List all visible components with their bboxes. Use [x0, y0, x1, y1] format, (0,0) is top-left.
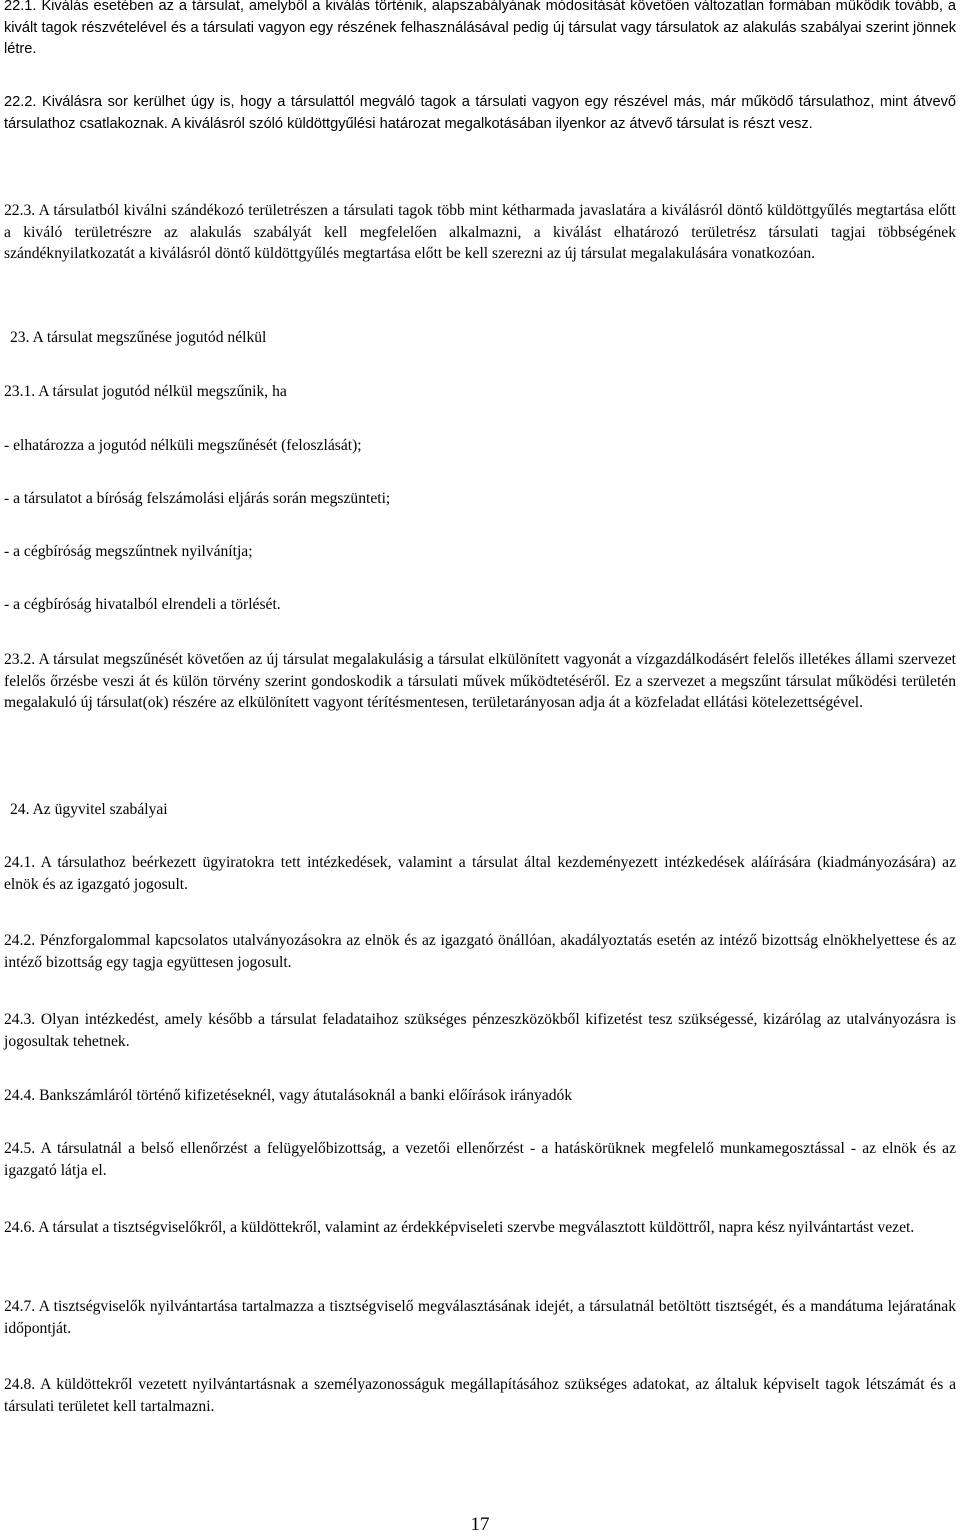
- list-item: - elhatározza a jogutód nélküli megszűnését (feloszlását);: [4, 437, 362, 454]
- paragraph-24-2: 24.2. Pénzforgalommal kapcsolatos utalványozásokra az elnök és az igazgató önállóan, akadályoztatás esetén az intéző bizottság elnökhelyettese és az intéző bizottság egy tagja együttesen jogosult.: [4, 932, 956, 971]
- paragraph-24-5: 24.5. A társulatnál a belső ellenőrzést a felügyelőbizottság, a vezetői ellenőrzést - a hatáskörüknek megfelelő munkamegosztással - az elnök és az igazgató látja el.: [4, 1140, 956, 1179]
- paragraph-23-1: 23.1. A társulat jogutód nélkül megszűnik, ha: [4, 383, 287, 400]
- paragraph-24-8: 24.8. A küldöttekről vezetett nyilvántartásnak a személyazonosságuk megállapításához szükséges adatokat, az általuk képviselt tagok létszámát és a társulati területet kell tartalmazni.: [4, 1376, 956, 1415]
- list-item: - a társulatot a bíróság felszámolási eljárás során megszünteti;: [4, 490, 391, 507]
- paragraph-24-4: 24.4. Bankszámláról történő kifizetéseknél, vagy átutalásoknál a banki előírások irányadók: [4, 1087, 573, 1104]
- paragraph-24-3: 24.3. Olyan intézkedést, amely később a társulat feladataihoz szükséges pénzeszközökből kifizetést tesz szükségessé, kizárólag az utalványozásra is jogosultak tehetnek.: [4, 1011, 956, 1050]
- paragraph-24-6: 24.6. A társulat a tisztségviselőkről, a küldöttekről, valamint az érdekképviseleti szervbe megválasztott küldöttről, napra kész nyilvántartást vezet.: [4, 1219, 915, 1236]
- page-number: 17: [470, 1514, 490, 1535]
- section-heading-23: 23. A társulat megszűnése jogutód nélkül: [10, 329, 267, 346]
- paragraph-22-2: 22.2. Kiválásra sor kerülhet úgy is, hogy a társulattól megváló tagok a társulati vagyon egy részével más, már működő társulathoz, mint átvevő társulathoz csatlakoznak. A kiválásról szóló küldöttgyűlési határozat megalkotásában ilyenkor az átvevő társulat is részt vesz.: [4, 94, 956, 132]
- paragraph-22-1: 22.1. Kiválás esetében az a társulat, amelyből a kiválás történik, alapszabályának módosítását követően változatlan formában működik tovább, a kivált tagok részvételével és a társulati vagyon egy részének felhasználásával pedig új társulat vagy társulatok az alakulás szabályai szerint jönnek létre.: [4, 0, 956, 58]
- list-item: - a cégbíróság megszűntnek nyilvánítja;: [4, 543, 253, 560]
- paragraph-23-2: 23.2. A társulat megszűnését követően az új társulat megalakulásig a társulat elkülönített vagyonát a vízgazdálkodásért felelős illetékes állami szervezet felelős őrzésbe veszi át és külön törvény szerint gondoskodik a társulati művek működtetéséről. Ez a szervezet a megszűnt társulat működési területén megalakuló új társulat(ok) részére az elkülönített vagyont térítésmentesen, területarányosan adja át a közfeladat ellátási kötelezettségével.: [4, 651, 956, 712]
- paragraph-24-7: 24.7. A tisztségviselők nyilvántartása tartalmazza a tisztségviselő megválasztásának idejét, a társulatnál betöltött tisztségét, és a mandátuma lejáratának időpontját.: [4, 1298, 956, 1337]
- list-item: - a cégbíróság hivatalból elrendeli a törlését.: [4, 596, 281, 613]
- paragraph-22-3: 22.3. A társulatból kiválni szándékozó területrészen a társulati tagok több mint kétharmada javaslatára a kiválásról döntő küldöttgyűlés megtartása előtt a kiváló területrészre az alakulás szabályát kell megfelelően alkalmazni, a kiválást elhatározó területrész társulati tagjai többségének szándéknyilatkozatát a kiválásról döntő küldöttgyűlés megtartása előtt be kell szerezni az új társulat megalakulására vonatkozóan.: [4, 202, 956, 263]
- paragraph-24-1: 24.1. A társulathoz beérkezett ügyiratokra tett intézkedések, valamint a társulat által kezdeményezett intézkedések aláírására (kiadmányozására) az elnök és az igazgató jogosult.: [4, 854, 956, 893]
- section-heading-24: 24. Az ügyvitel szabályai: [10, 801, 168, 818]
